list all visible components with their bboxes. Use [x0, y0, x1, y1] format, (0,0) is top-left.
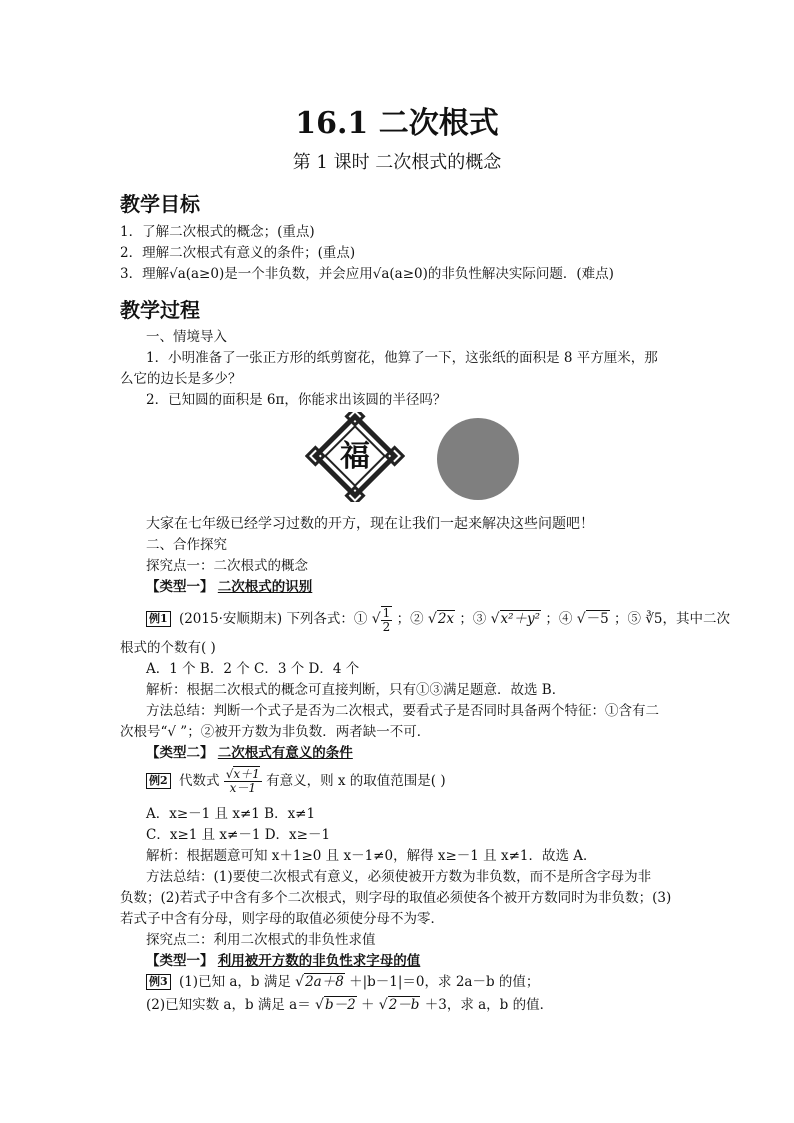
objective-item-1: 1．了解二次根式的概念；(重点) — [120, 224, 315, 240]
sqrt-neg5: √－5 — [576, 611, 609, 627]
example-2-text: 有意义，则 x 的取值范围是( ) — [266, 773, 446, 789]
example-2-line-1 — [146, 766, 446, 796]
example-2-text: 代数式 — [178, 773, 220, 789]
example-2-badge: 例2 — [146, 773, 171, 789]
example-1-badge: 例1 — [146, 611, 171, 627]
type-2-title: 二次根式有意义的条件 — [217, 745, 353, 761]
example-3-text: (2)已知实数 a，b 满足 a＝ — [146, 997, 311, 1013]
fu-character: 福 — [340, 439, 370, 474]
example-3-badge: 例3 — [146, 974, 171, 990]
sqrt-half: √ $\frac{1}{2}$ — [371, 605, 391, 634]
example-1-summary-2: 次根号“√ ”；②被开方数为非负数．两者缺一不可． — [120, 724, 431, 740]
type-3-title: 利用被开方数的非负性求字母的值 — [217, 953, 421, 969]
question-1-line-1: 1．小明准备了一张正方形的纸剪窗花，他算了一下，这张纸的面积是 8 平方厘米，那 — [146, 350, 658, 366]
example-3-text: ＋|b－1|＝0，求 2a－b 的值； — [349, 974, 540, 990]
example-3-line-2 — [146, 995, 553, 1015]
example-3-text: ＋3，求 a，b 的值． — [424, 997, 554, 1013]
sqrt-2x: √2x — [427, 611, 455, 627]
example-2-summary-1: 方法总结：(1)要使二次根式有意义，必须使被开方数为非负数，而不是所含字母为非 — [146, 869, 652, 885]
page-title: 16.1 二次根式 — [295, 106, 499, 141]
type-1-tag: 【类型一】 — [146, 579, 214, 595]
type-3-heading — [146, 951, 420, 971]
section-explore: 二、合作探究 — [146, 537, 227, 553]
objective-item-2: 2．理解二次根式有意义的条件；(重点) — [120, 245, 356, 261]
example-1-options: A．1 个 B．2 个 C．3 个 D．4 个 — [146, 661, 360, 677]
example-2-summary-2: 负数；(2)若式子中含有多个二次根式，则字母的取值必须使各个被开方数同时为非负数；(3) — [120, 890, 672, 906]
example-3-line-1 — [146, 972, 539, 992]
example-1-text: ；② — [396, 611, 424, 627]
example-1-text: ；③ — [459, 611, 487, 627]
objectives-heading: 教学目标 — [120, 192, 200, 216]
type-1-heading — [146, 577, 312, 597]
objective-item-3: 3．理解√a(a≥0)是一个非负数，并会应用√a(a≥0)的非负性解决实际问题．(难点) — [120, 266, 614, 282]
type-2-tag: 【类型二】 — [146, 745, 214, 761]
type-3-tag: 【类型一】 — [146, 953, 214, 969]
example-2-summary-3: 若式子中含有分母，则字母的取值必须使分母不为零． — [120, 911, 444, 927]
transition-text: 大家在七年级已经学习过数的开方，现在让我们一起来解决这些问题吧！ — [146, 516, 594, 532]
sqrt-2-minus-b: √2－b — [378, 997, 420, 1013]
example-1-line-2: 根式的个数有( ) — [120, 640, 216, 656]
example-1-source: (2015·安顺期末) — [178, 611, 283, 627]
explore-point-1: 探究点一：二次根式的概念 — [146, 558, 308, 574]
sqrt-b-minus-2: √b－2 — [315, 997, 356, 1013]
question-1-line-2: 么它的边长是多少？ — [120, 371, 242, 387]
sqrt-x2-y2: √x²＋y² — [490, 611, 541, 627]
type-2-heading — [146, 743, 353, 763]
circle-image — [437, 418, 519, 500]
fu-papercut-image — [305, 412, 405, 502]
explore-point-2: 探究点二：利用二次根式的非负性求值 — [146, 932, 376, 948]
page-subtitle: 第 1 课时 二次根式的概念 — [292, 152, 502, 173]
example-1-line-1 — [146, 604, 730, 634]
example-2-options-2: C．x≥1 且 x≠－1 D．x≥－1 — [146, 827, 331, 843]
example-2-options-1: A．x≥－1 且 x≠1 B．x≠1 — [146, 806, 316, 822]
example-3-text: (1)已知 a，b 满足 — [178, 974, 291, 990]
sqrt-2a-plus-8: √2a＋8 — [295, 974, 344, 990]
example-1-text: 下列各式：① — [286, 611, 368, 627]
question-2: 2．已知圆的面积是 6π，你能求出该圆的半径吗？ — [146, 392, 447, 408]
section-intro: 一、情境导入 — [146, 329, 227, 345]
example-1-text: ；④ — [545, 611, 573, 627]
example-1-summary-1: 方法总结：判断一个式子是否为二次根式，要看式子是否同时具备两个特征：①含有二 — [146, 703, 659, 719]
fraction-sqrt-x-plus-1-over-x-minus-1: $\frac{√x+1}{x-1}$ — [225, 767, 260, 795]
type-1-title: 二次根式的识别 — [217, 579, 313, 595]
example-1-analysis: 解析：根据二次根式的概念可直接判断，只有①③满足题意．故选 B． — [146, 682, 566, 698]
example-3-text: ＋ — [361, 997, 375, 1013]
example-1-text: ；⑤ ∛5，其中二次 — [614, 611, 730, 627]
example-2-analysis: 解析：根据题意可知 x＋1≥0 且 x－1≠0，解得 x≥－1 且 x≠1．故选 A． — [146, 848, 597, 864]
process-heading: 教学过程 — [120, 298, 200, 322]
